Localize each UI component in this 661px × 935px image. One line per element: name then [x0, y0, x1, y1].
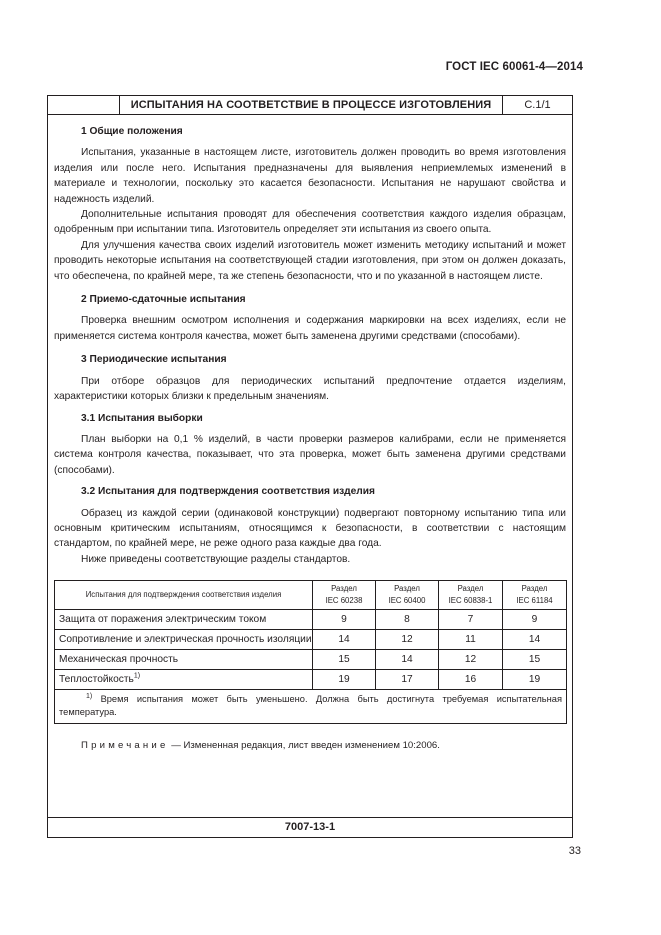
table-header-column: Раздел IEC 60838-1 [439, 581, 503, 610]
row-value: 14 [313, 630, 376, 650]
section-3-1-paragraph: План выборки на 0,1 % изделий, в части проверки размеров калибрами, если не применяется система контроля качества, показывает, что эта проверка, может быть заменена другими средствами (способами). [54, 433, 566, 476]
section-3-paragraph: При отборе образцов для периодических испытаний предпочтение отдается изделиям, характеристики которых близки к предельным значениям. [54, 375, 566, 403]
section-1-heading: 1 Общие положения [81, 126, 183, 137]
row-value: 14 [376, 650, 439, 670]
row-name: Сопротивление и электрическая прочность изоляции [55, 630, 313, 650]
footnote-mark: 1) [86, 693, 93, 701]
table-footnote [55, 690, 567, 724]
row-value: 12 [376, 630, 439, 650]
row-name: Теплостойкость$^{1)}$ [55, 670, 313, 690]
sheet-frame [47, 95, 573, 838]
footnote-text: Время испытания может быть уменьшено. Должна быть достигнута требуемая испытательная температура. [59, 694, 562, 718]
table-row [55, 650, 567, 670]
note [54, 739, 566, 752]
row-value: 8 [376, 610, 439, 630]
row-value: 7 [439, 610, 503, 630]
table-header-column: Раздел IEC 60400 [376, 581, 439, 610]
row-value: 9 [313, 610, 376, 630]
section-2-paragraph: Проверка внешним осмотром исполнения и содержания маркировки на всех изделиях, если не применяется система контроля качества, может быть заменена другими средствами (способами). [54, 315, 566, 342]
row-value: 11 [439, 630, 503, 650]
row-value: 12 [439, 650, 503, 670]
table-header-column: Раздел IEC 60238 [313, 581, 376, 610]
row-value: 14 [503, 630, 567, 650]
header-blank-cell [48, 96, 120, 114]
note-label: Примечание [81, 740, 169, 752]
tests-table [54, 580, 567, 724]
row-value: 16 [439, 670, 503, 690]
sheet-header [48, 96, 572, 115]
sheet-number: С.1/1 [524, 99, 551, 111]
table-row [55, 630, 567, 650]
footnote-ref: 1) [133, 672, 141, 680]
row-value: 17 [376, 670, 439, 690]
section-3-1-heading: 3.1 Испытания выборки [81, 412, 203, 424]
section-1-paragraph: Дополнительные испытания проводят для обеспечения соответствия каждого изделия образцам, одобренным при испытании типа. Изготовитель определяет эти испытания из своего опыта. [54, 209, 566, 236]
section-3-2-paragraph: Образец из каждой серии (одинаковой конструкции) подвергают повторному испытанию типа или основным критическим испытаниям, относящимся к безопасности, в соответствии с настоящим стандартом, по крайней мере, не реже одного раза каждые два года. [54, 507, 566, 550]
section-2-heading: 2 Приемо-сдаточные испытания [81, 294, 246, 306]
table-row [55, 610, 567, 630]
section-1-paragraph: Испытания, указанные в настоящем листе, изготовитель должен проводить во время изготовления изделия или после него. Испытания предназначены для выявления неприемлемых изменений в материале и технологии, поскольку это касается безопасности. Испытания не нарушают свойства и надежность изделий. [54, 147, 566, 205]
row-value: 15 [503, 650, 567, 670]
table-header-row [55, 581, 567, 610]
page-number: 33 [568, 845, 581, 857]
section-3-2-heading: 3.2 Испытания для подтверждения соответствия изделия [81, 486, 375, 498]
row-value: 9 [503, 610, 567, 630]
section-3-2-paragraph: Ниже приведены соответствующие разделы стандартов. [81, 553, 351, 565]
sheet-content [54, 124, 566, 752]
row-value: 19 [313, 670, 376, 690]
row-name: Механическая прочность [55, 650, 313, 670]
table-row [55, 670, 567, 690]
table-header-name: Испытания для подтверждения соответствия изделия [55, 581, 313, 610]
row-name: Защита от поражения электрическим током [55, 610, 313, 630]
table-header-column: Раздел IEC 61184 [503, 581, 567, 610]
sheet-title: ИСПЫТАНИЯ НА СООТВЕТСТВИЕ В ПРОЦЕССЕ ИЗГОТОВЛЕНИЯ [120, 96, 503, 114]
section-1-paragraph: Для улучшения качества своих изделий изготовитель может изменить методику испытаний и может проводить некоторые испытания на соответствующей стадии изготовления, при этом он должен доказать, что обеспечена, по крайней мере, та же степень безопасности, что и по указанной в настоящем листе. [54, 239, 566, 282]
sheet-footer-code: 7007-13-1 [48, 817, 572, 837]
table-footnote-row [55, 690, 567, 724]
row-value: 15 [313, 650, 376, 670]
document-code: ГОСТ IEC 60061-4—2014 [445, 61, 583, 73]
note-text: — Измененная редакция, лист введен изменением 10:2006. [171, 740, 440, 752]
section-3-heading: 3 Периодические испытания [81, 354, 227, 366]
row-value: 19 [503, 670, 567, 690]
